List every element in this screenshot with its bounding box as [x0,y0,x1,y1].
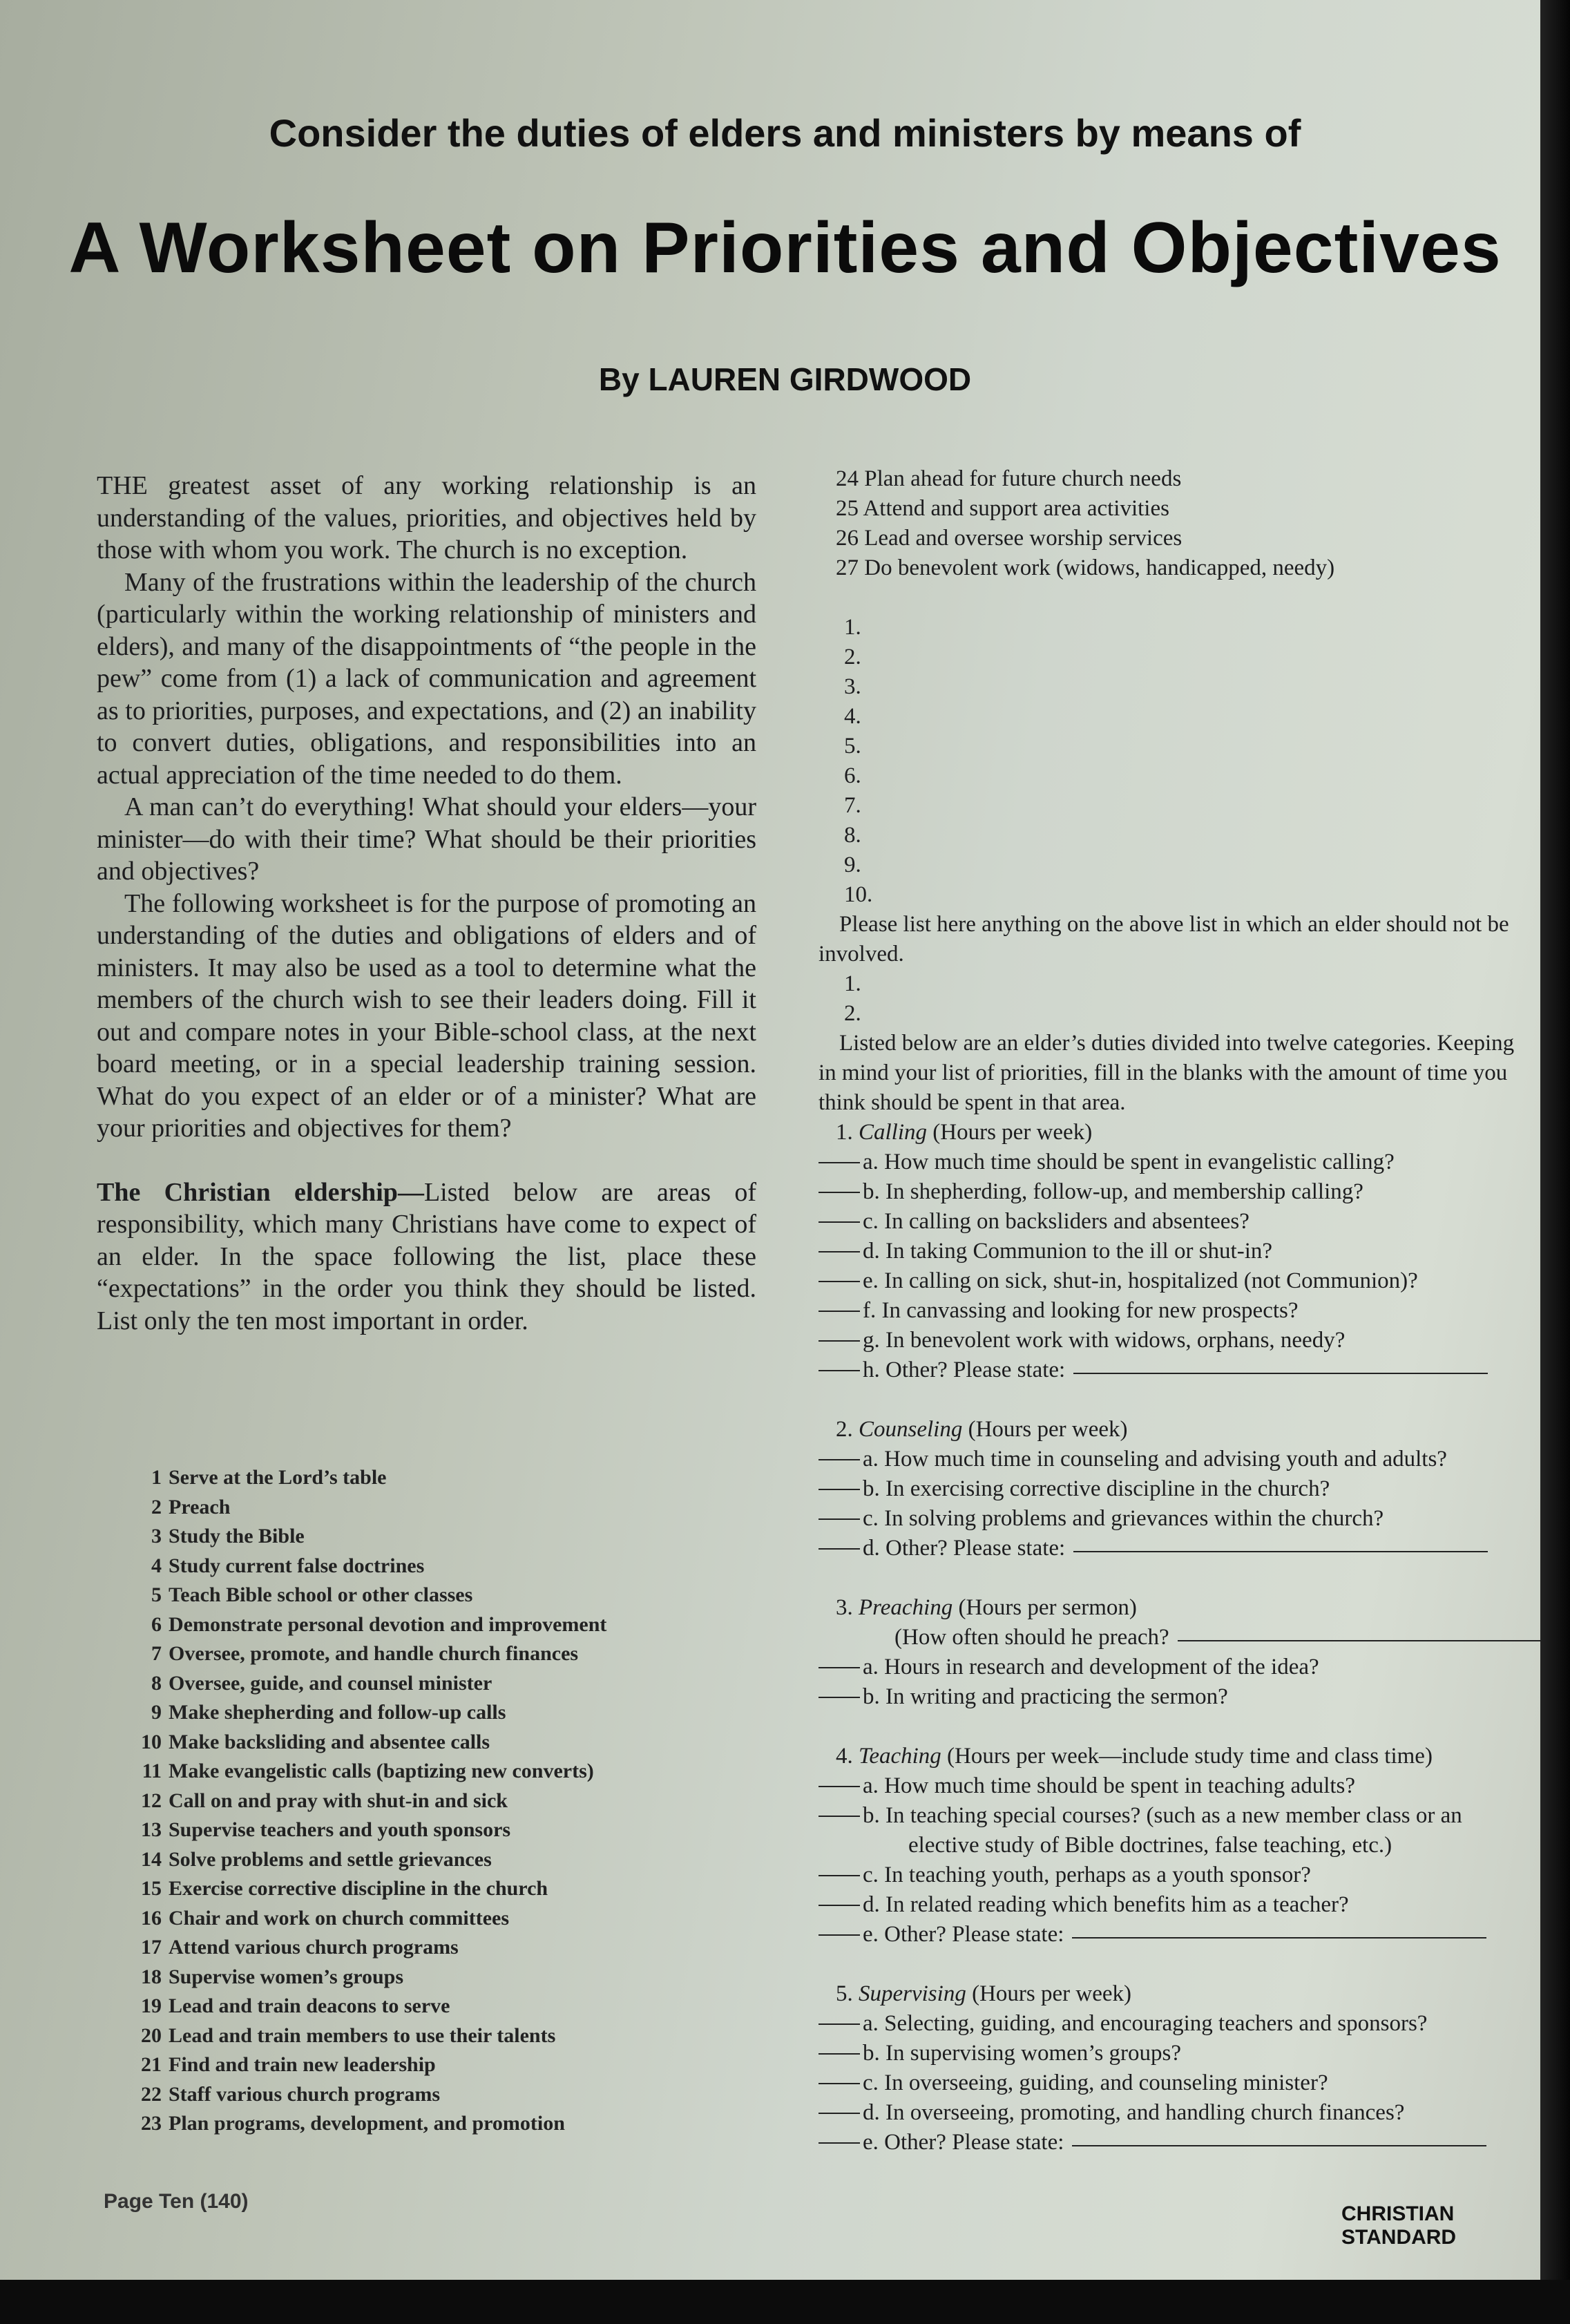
question-item [818,1504,1537,1534]
duty-text: Attend various church programs [169,1936,459,1959]
hours-blank [818,1518,860,1520]
section-number: 3. [836,1595,853,1620]
hours-blank [818,1489,860,1490]
duty-item [130,1728,752,1758]
duty-number: 16 [141,1906,162,1930]
question-text: In taking Communion to the ill or shut-in? [885,1239,1273,1264]
question-text: In related reading which benefits him as a teacher? [885,1892,1349,1917]
duty-item [130,1874,752,1904]
question-item [818,1890,1537,1920]
intro-paragraph-4 [97,888,756,1145]
question-letter: c. [863,1506,879,1531]
answer-line [1073,1373,1488,1374]
hours-blank [818,1162,860,1163]
section-name: Supervising [859,1981,966,2006]
duty-text: Supervise teachers and youth sponsors [169,1818,511,1841]
duty-item [130,2080,752,2110]
question-item [818,1177,1537,1207]
not-involved-number: 1. [844,971,861,996]
article-title: A Worksheet on Priorities and Objectives [68,208,1502,288]
duty-item [130,1816,752,1845]
duty-item [130,2021,752,2051]
question-text: In teaching special courses? (such as a new member class or an [885,1803,1462,1828]
ranking-blank-number: 9. [844,853,861,877]
duty-text: Serve at the Lord’s table [169,1466,387,1489]
duty-item [818,464,1537,494]
question-text: How much time should be spent in evangelistic calling? [884,1150,1395,1174]
not-involved-number: 2. [844,1001,861,1026]
duty-number: 5 [151,1583,162,1606]
preaching-frequency-question [818,1623,1537,1652]
duty-number: 18 [141,1965,162,1988]
duty-item [130,1522,752,1552]
hours-blank [818,2053,860,2055]
hours-blank [818,2083,860,2084]
duty-text: Call on and pray with shut-in and sick [169,1789,508,1812]
duty-text: Study current false doctrines [169,1554,425,1577]
question-text: Selecting, guiding, and encouraging teachers and sponsors? [884,2011,1428,2036]
question-letter: b. [863,1803,880,1828]
question-text: In exercising corrective discipline in the church? [885,1476,1330,1501]
hours-blank [818,1221,860,1223]
duty-item [130,1904,752,1934]
question-item [818,1771,1537,1801]
ranking-blank-number: 5. [844,734,861,759]
question-item [818,2098,1537,2128]
duty-item [130,1639,752,1669]
categories-intro: Listed below are an elder’s duties divided into twelve categories. Keeping in mind your list of priorities, fill in the blanks with the amount of time you think should be spent in that area. [818,1031,1515,1115]
duty-item [130,1669,752,1699]
duty-number: 24 [836,466,859,491]
question-item [818,2068,1537,2098]
question-item [818,1474,1537,1504]
duty-text: Make evangelistic calls (baptizing new converts) [169,1760,594,1782]
paragraph-gap [97,1145,756,1177]
question-letter: b. [863,1476,880,1501]
section-unit: (Hours per week) [932,1120,1093,1145]
question-letter: b. [863,1179,880,1204]
question-continuation: elective study of Bible doctrines, false teaching, etc.) [908,1833,1392,1858]
hours-blank [818,1459,860,1460]
duty-number: 25 [836,496,859,521]
question-letter: c. [863,2070,879,2095]
section-heading [818,1742,1537,1771]
duty-number: 26 [836,526,859,551]
duty-number: 19 [141,1994,162,2017]
duty-item [130,1933,752,1963]
publication-name: CHRISTIAN STANDARD [1341,2202,1457,2249]
duty-item [130,1610,752,1640]
question-item [818,1860,1537,1890]
ranking-blank-number: 7. [844,793,861,818]
duty-text: Staff various church programs [169,2082,441,2106]
duty-number: 22 [141,2082,162,2106]
duty-number: 14 [141,1847,162,1871]
question-item [818,2039,1537,2068]
duty-number: 7 [151,1642,162,1665]
duty-text: Make shepherding and follow-up calls [169,1701,506,1724]
question-letter: b. [863,2041,880,2066]
hours-blank [818,2113,860,2114]
duty-text: Exercise corrective discipline in the church [169,1877,548,1900]
spacer-line [818,583,1537,613]
question-item [818,1534,1537,1563]
question-text: Other? Please state: [885,1536,1066,1561]
question-text: In shepherding, follow-up, and membership calling? [885,1179,1363,1204]
question-text: In supervising women’s groups? [885,2041,1182,2066]
ranking-blank-number: 8. [844,823,861,848]
eldership-paragraph [97,1177,756,1337]
duty-item [130,1581,752,1610]
intro-text-1: THE greatest asset of any working relationship is an understanding of the values, priorities, and objectives held by those with whom you work. The church is no exception. [97,471,756,564]
question-letter: g. [863,1328,880,1353]
question-letter: d. [863,1239,880,1264]
question-letter: e. [863,1922,879,1947]
question-text: Other? Please state: [885,1358,1066,1382]
duty-number: 12 [141,1789,162,1812]
duty-text: Supervise women’s groups [169,1965,404,1988]
question-item [818,1147,1537,1177]
hours-blank [818,1548,860,1550]
section-unit: (Hours per sermon) [958,1595,1137,1620]
preaching-frequency-text: (How often should he preach? [894,1625,1169,1650]
duty-text: Study the Bible [169,1525,305,1547]
question-text: In teaching youth, perhaps as a youth sponsor? [884,1863,1311,1887]
hours-blank [818,1311,860,1312]
question-text: In overseeing, guiding, and counseling minister? [884,2070,1328,2095]
duty-text: Preach [169,1495,231,1518]
duty-text: Solve problems and settle grievances [169,1847,492,1871]
duty-item [130,1992,752,2021]
question-letter: b. [863,1684,880,1709]
question-item [818,1237,1537,1266]
question-letter: d. [863,2100,880,2125]
ranking-blank-number: 6. [844,763,861,788]
duty-text: Find and train new leadership [169,2053,436,2076]
duty-number: 27 [836,555,859,580]
duty-text: Teach Bible school or other classes [169,1583,473,1606]
duty-item [130,1463,752,1493]
section-name: Counseling [859,1417,963,1442]
question-letter: d. [863,1536,880,1561]
question-text: In benevolent work with widows, orphans, needy? [885,1328,1346,1353]
hours-blank [818,1934,860,1936]
question-item [818,1266,1537,1296]
duty-number: 6 [151,1612,162,1636]
section-unit: (Hours per week) [968,1417,1128,1442]
hours-blank [818,1340,860,1342]
duty-number: 13 [141,1818,162,1841]
duty-number: 1 [151,1466,162,1489]
duty-number: 15 [141,1877,162,1900]
section-unit: (Hours per week—include study time and class time) [947,1744,1433,1769]
intro-paragraph-3 [97,791,756,888]
duty-number: 8 [151,1671,162,1695]
question-item [818,1920,1537,1950]
duty-item [130,1845,752,1875]
hours-blank [818,1875,860,1876]
section-unit: (Hours per week) [972,1981,1131,2006]
hours-blank [818,1786,860,1787]
duty-text: Oversee, promote, and handle church finances [169,1642,579,1665]
article-byline: By LAUREN GIRDWOOD [598,361,972,397]
question-text: In writing and practicing the sermon? [885,1684,1228,1709]
question-letter: e. [863,1268,879,1293]
duty-item [130,1787,752,1816]
duty-number: 21 [141,2053,162,2076]
hours-blank [818,2023,860,2025]
question-letter: a. [863,2011,879,2036]
question-letter: f. [863,1298,877,1323]
question-letter: a. [863,1150,879,1174]
duty-text: Plan programs, development, and promotion [169,2112,565,2135]
question-text: How much time should be spent in teaching adults? [884,1773,1356,1798]
question-letter: c. [863,1863,879,1887]
duty-item [130,1493,752,1523]
answer-line [1072,1937,1486,1939]
hours-blank [818,2142,860,2144]
article-kicker: Consider the duties of elders and ministers by means of [269,111,1301,155]
duty-number: 23 [141,2112,162,2135]
answer-line [1178,1640,1570,1641]
hours-blank [818,1281,860,1282]
question-item [818,1207,1537,1237]
duty-item [130,1698,752,1728]
hours-blank [818,1370,860,1371]
section-name: Preaching [859,1595,953,1620]
duty-number: 20 [141,2023,162,2047]
question-letter: d. [863,1892,880,1917]
duty-item [130,1552,752,1581]
page-number: Page Ten (140) [104,2190,249,2213]
question-letter: c. [863,1209,879,1234]
question-text: In overseeing, promoting, and handling church finances? [885,2100,1405,2125]
duty-text: Lead and oversee worship services [864,526,1183,551]
question-text: How much time in counseling and advising youth and adults? [884,1447,1447,1471]
hours-blank [818,1697,860,1698]
duty-number: 2 [151,1495,162,1518]
section-heading [818,1593,1537,1623]
question-text: In solving problems and grievances within the church? [884,1506,1384,1531]
ranking-blank-number: 10. [844,882,873,907]
ranking-blank-number: 1. [844,615,861,640]
scan-bottom-band [0,2280,1570,2324]
not-involved-prompt: Please list here anything on the above list in which an elder should not be involved. [818,912,1509,966]
question-item [818,2009,1537,2039]
section-number: 2. [836,1417,853,1442]
duty-number: 4 [151,1554,162,1577]
duty-text: Demonstrate personal devotion and improvement [169,1612,607,1636]
duty-text: Plan ahead for future church needs [864,466,1182,491]
section-heading [818,1979,1537,2009]
duty-number: 3 [151,1525,162,1547]
section-name: Teaching [859,1744,941,1769]
ranking-blank-number: 2. [844,645,861,669]
answer-line [1073,1551,1488,1552]
question-item [818,1326,1537,1355]
question-item [818,1355,1537,1385]
duty-item [130,2050,752,2080]
hours-blank [818,1905,860,1906]
question-item [818,1445,1537,1474]
question-text: Other? Please state: [884,2130,1064,2155]
duty-text: Make backsliding and absentee calls [169,1730,490,1753]
section-number: 4. [836,1744,853,1769]
section-number: 1. [836,1120,853,1145]
hours-blank [818,1816,860,1817]
question-letter: h. [863,1358,880,1382]
question-item [818,1296,1537,1326]
duty-item [130,2109,752,2139]
question-text: In calling on backsliders and absentees? [884,1209,1250,1234]
eldership-text: Listed below are areas of responsibility, which many Christians have come to expect of an elder. In the space following the list, place these “expectations” in the order you think they should be listed. List only the ten most important in order. [97,1177,756,1335]
duty-number: 9 [151,1701,162,1724]
duty-number: 17 [141,1936,162,1959]
ranking-blank-number: 3. [844,674,861,699]
duty-item [818,494,1537,524]
duty-number: 11 [142,1760,162,1782]
intro-text-3: A man can’t do everything! What should your elders—your minister—do with their time? What should be their priorities and objectives? [97,792,756,886]
question-text: Hours in research and development of the idea? [884,1655,1319,1679]
hours-blank [818,1667,860,1668]
question-item [818,2128,1537,2158]
intro-paragraph-2 [97,566,756,792]
hours-blank [818,1251,860,1253]
section-name: Calling [859,1120,928,1145]
intro-paragraph-1 [97,470,756,566]
answer-line [1072,2145,1486,2146]
duty-item [818,524,1537,553]
ranking-blank-number: 4. [844,704,861,729]
question-item [818,1652,1537,1682]
right-column [818,464,1537,2158]
question-item [818,1682,1537,1712]
page-edge-shadow [1540,0,1570,2324]
duty-item [818,553,1537,583]
duty-text: Do benevolent work (widows, handicapped, needy) [864,555,1335,580]
duty-item [130,1963,752,1992]
intro-text-4: The following worksheet is for the purpose of promoting an understanding of the duties and obligations of elders and of ministers. It may also be used as a tool to determine what the members of the church wish to see their leaders doing. Fill it out and compare notes in your Bible-school class, at the next board meeting, or in a special leadership training session. What do you expect of an elder or of a minister? What are your priorities and objectives for them? [97,888,756,1143]
duty-text: Chair and work on church committees [169,1906,510,1930]
duty-text: Lead and train deacons to serve [169,1994,450,2017]
elder-duties-list [130,1463,752,2139]
eldership-lead: The Christian eldership— [97,1177,424,1207]
section-heading [818,1415,1537,1445]
hours-blank [818,1192,860,1193]
duty-text: Lead and train members to use their talents [169,2023,556,2047]
question-text: In calling on sick, shut-in, hospitalized (not Communion)? [884,1268,1418,1293]
duty-number: 10 [141,1730,162,1753]
question-letter: e. [863,2130,879,2155]
left-column [97,470,756,1337]
question-letter: a. [863,1655,879,1679]
question-item [818,1801,1537,1831]
section-heading [818,1118,1537,1147]
duty-item [130,1757,752,1787]
question-letter: a. [863,1773,879,1798]
question-letter: a. [863,1447,879,1471]
question-text: Other? Please state: [884,1922,1064,1947]
duty-text: Attend and support area activities [863,496,1169,521]
intro-text-2: Many of the frustrations within the leadership of the church (particularly within the working relationship of ministers and elders), and many of the disappointments of “the people in the pew” come from (1) a lack of communication and agreement as to priorities, purposes, and expectations, and (2) an inability to convert duties, obligations, and responsibilities into an actual appreciation of the time needed to do them. [97,567,756,790]
question-text: In canvassing and looking for new prospects? [881,1298,1299,1323]
section-number: 5. [836,1981,853,2006]
duty-text: Oversee, guide, and counsel minister [169,1671,492,1695]
